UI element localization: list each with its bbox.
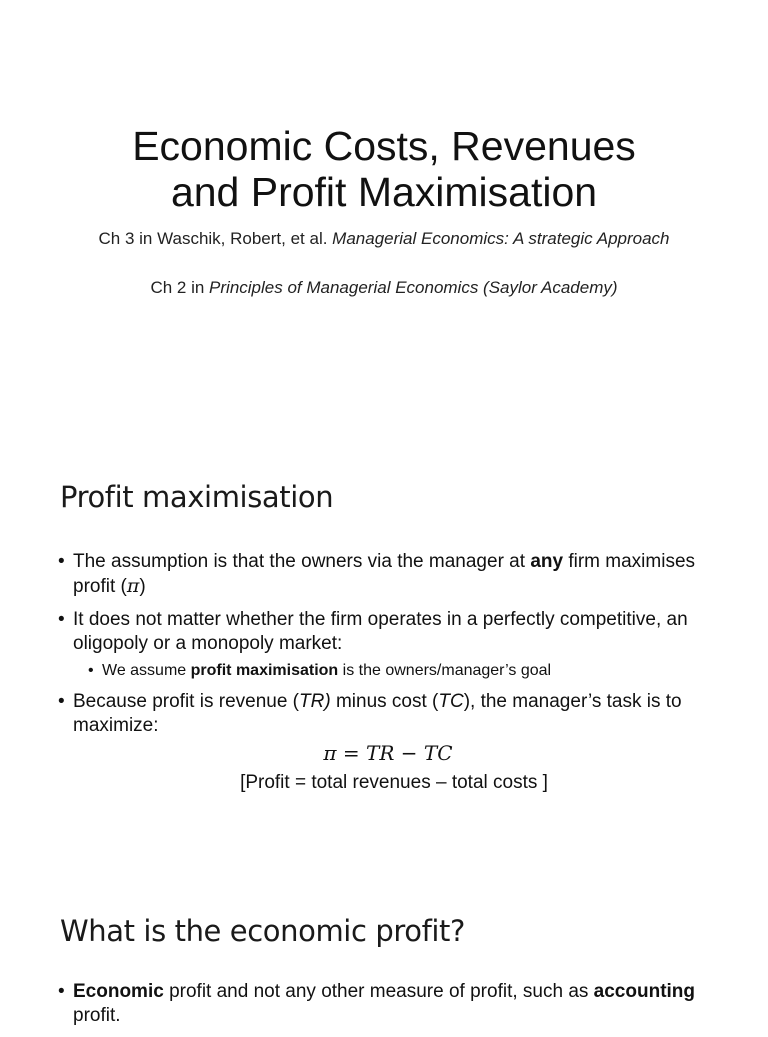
bullet-assumption: [58, 550, 718, 599]
formula-block: [58, 743, 718, 795]
bullet-text: It does not matter whether the firm operates in a perfectly competitive, an oligopoly or a monopoly market:: [73, 609, 688, 654]
bullet-text: ): [139, 576, 146, 597]
reference-1-prefix: Ch 3 in Waschik, Robert, et al.: [98, 229, 333, 248]
bullet-profit-definition: [58, 690, 718, 738]
profit-formula-text: [Profit = total revenues – total costs ]: [240, 772, 548, 793]
bullet-list: [58, 550, 718, 747]
economic-profit-slide: [0, 870, 768, 1024]
bullet-economic-profit: [58, 980, 718, 1028]
bullet-text: The assumption is that the owners via the manager at: [73, 551, 531, 572]
pi-symbol: π: [126, 575, 140, 597]
title-slide: [0, 0, 768, 430]
reference-1: [84, 229, 684, 249]
reference-2: [84, 278, 684, 298]
profit-formula: π = TR − TC: [323, 741, 453, 765]
tr-term: TR): [299, 691, 331, 712]
bullet-bold: any: [530, 551, 564, 572]
bullet-bold: Economic: [73, 981, 164, 1002]
bullet-text: We assume: [102, 662, 191, 679]
reference-2-book: Principles of Managerial Economics (Saylor Academy): [209, 278, 618, 297]
bullet-bold: profit maximisation: [190, 662, 339, 679]
reference-1-book: Managerial Economics: A strategic Approach: [332, 229, 670, 248]
bullet-text: profit and not any other measure of profit, such as: [163, 981, 594, 1002]
bullet-text: firm maximises profit (: [73, 551, 696, 597]
bullet-text: ), the manager’s task is to maximize:: [73, 691, 682, 736]
title-line-1: Economic Costs, Revenues: [132, 123, 636, 169]
slide-heading: Profit maximisation: [60, 480, 334, 514]
sub-bullet-goal: [88, 661, 718, 681]
bullet-text: minus cost (: [330, 691, 439, 712]
bullet-text: is the owners/manager’s goal: [338, 662, 552, 679]
slide-title: [0, 123, 768, 215]
bullet-market-type: [58, 608, 718, 656]
title-line-2: and Profit Maximisation: [170, 169, 598, 215]
reference-2-prefix: Ch 2 in: [150, 278, 210, 297]
bullet-list: [58, 980, 718, 1037]
bullet-bold: accounting: [593, 981, 696, 1002]
slide-heading: What is the economic profit?: [60, 914, 465, 948]
bullet-text: Because profit is revenue (: [73, 691, 300, 712]
bullet-text: profit.: [73, 1005, 121, 1026]
tc-term: TC: [438, 691, 464, 712]
profit-maximisation-slide: [0, 430, 768, 870]
